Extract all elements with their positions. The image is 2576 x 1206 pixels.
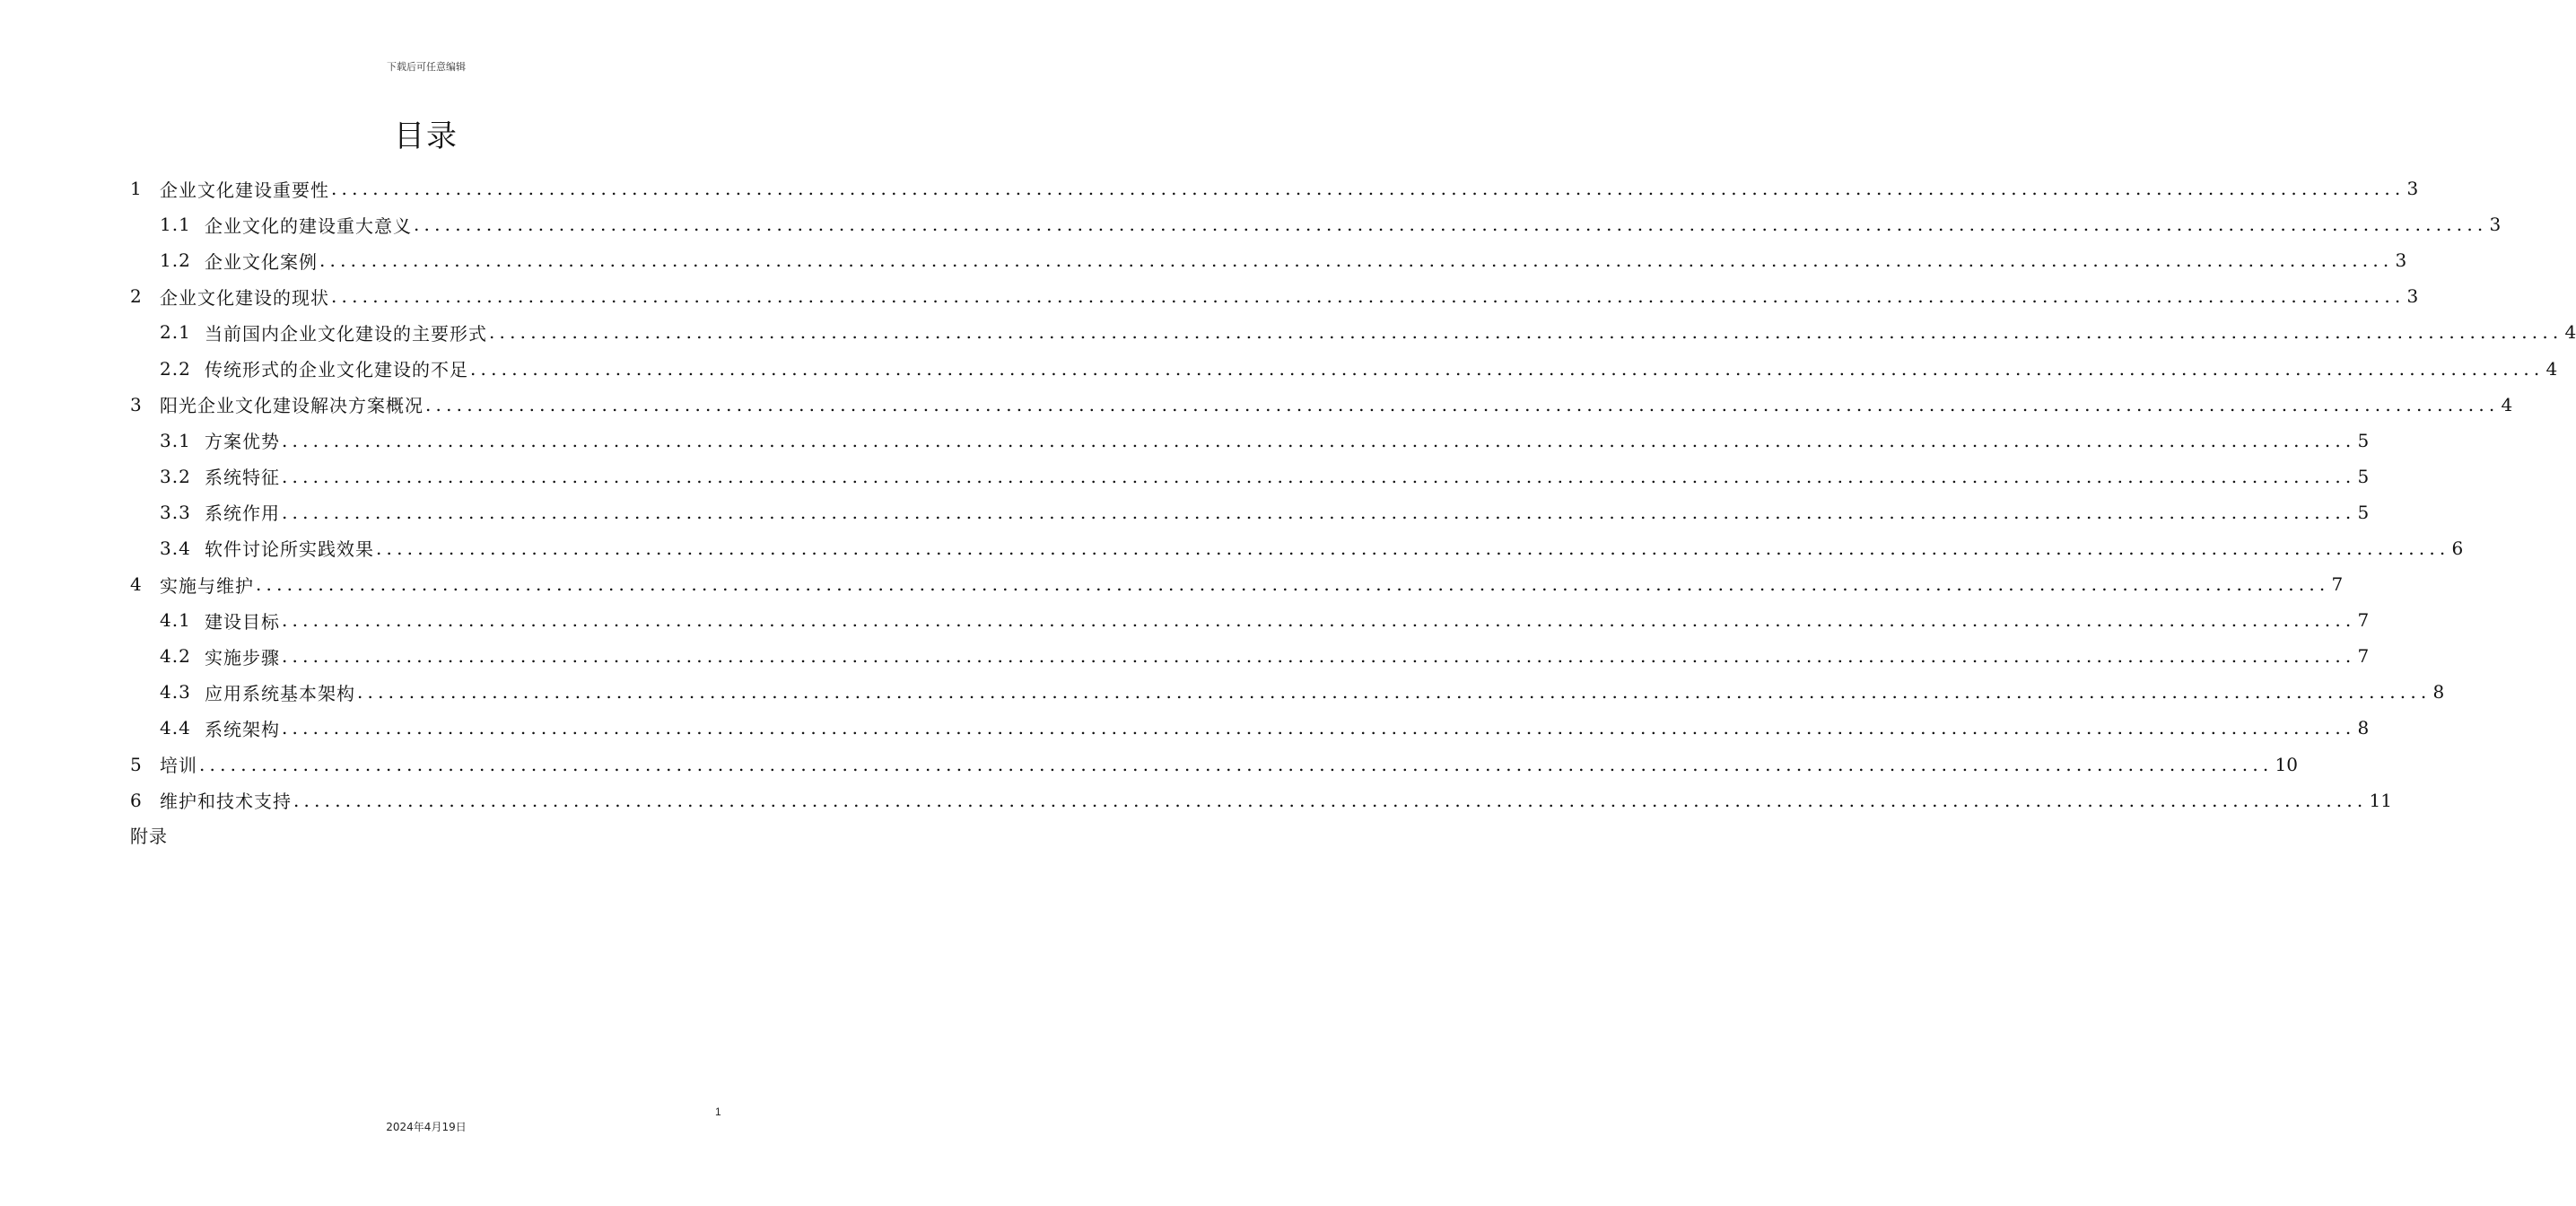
toc-entry[interactable]: [130, 747, 2298, 782]
toc-dot-leader: ........................................................................................................................................................................................................: [489, 321, 2563, 344]
toc-entry-page: 7: [2357, 645, 2370, 668]
toc-entry-label: 方案优势: [205, 431, 280, 453]
toc-entry-page: 4: [2501, 393, 2513, 415]
toc-dot-leader: ........................................................................................................................................................................................................: [376, 537, 2450, 559]
table-of-contents: [130, 170, 2576, 818]
toc-entry[interactable]: [130, 566, 2344, 602]
toc-entry-label: 企业文化案例: [205, 250, 318, 273]
page-title: 目录: [394, 118, 458, 154]
toc-entry-label: 系统作用: [205, 502, 280, 525]
toc-entry-page: 7: [2357, 609, 2370, 632]
toc-entry[interactable]: [130, 350, 2558, 386]
toc-entry-label: 系统架构: [205, 718, 280, 740]
toc-entry-label: 实施与维护: [160, 574, 254, 597]
toc-entry-page: 3: [2406, 178, 2419, 200]
toc-entry-number: 4.4: [160, 717, 191, 739]
toc-entry-number: 4.3: [160, 681, 191, 704]
toc-entry-page: 6: [2451, 537, 2464, 559]
toc-entry-number: 2.1: [160, 321, 191, 344]
toc-entry-number: 4.1: [160, 609, 191, 632]
page-number: 1: [715, 1106, 721, 1118]
toc-dot-leader: ........................................................................................................................................................................................................: [199, 753, 2274, 775]
toc-entry-label: 传统形式的企业文化建设的不足: [205, 359, 468, 381]
toc-entry[interactable]: [130, 170, 2419, 206]
toc-entry[interactable]: [130, 387, 2513, 423]
toc-dot-leader: ........................................................................................................................................................................................................: [282, 501, 2356, 523]
toc-entry-label: 当前国内企业文化建设的主要形式: [205, 322, 487, 345]
toc-entry[interactable]: [130, 242, 2407, 278]
toc-entry-label: 培训: [160, 755, 197, 777]
toc-entry-label: 应用系统基本架构: [205, 682, 355, 704]
toc-entry-number: 2: [130, 285, 143, 308]
toc-entry-number: 3.3: [160, 501, 191, 523]
toc-dot-leader: ........................................................................................................................................................................................................: [282, 717, 2356, 739]
toc-entry-label: 企业文化的建设重大意义: [205, 214, 412, 237]
toc-entry-label: 系统特征: [205, 467, 280, 489]
toc-entry-number: 3.4: [160, 537, 191, 559]
toc-entry-label: 维护和技术支持: [160, 791, 292, 813]
toc-dot-leader: ........................................................................................................................................................................................................: [282, 429, 2356, 451]
toc-entry-number: 4.2: [160, 645, 191, 668]
toc-entry-label: 软件讨论所实践效果: [205, 538, 374, 561]
toc-dot-leader: ........................................................................................................................................................................................................: [414, 214, 2488, 236]
toc-dot-leader: ........................................................................................................................................................................................................: [331, 178, 2406, 200]
toc-entry-label: 阳光企业文化建设解决方案概况: [160, 395, 424, 417]
toc-entry-page: 5: [2357, 465, 2370, 487]
toc-entry[interactable]: [130, 674, 2445, 710]
toc-entry-number: 1.2: [160, 249, 191, 272]
toc-entry-page: 8: [2432, 681, 2445, 704]
toc-entry[interactable]: [130, 638, 2370, 674]
toc-entry-page: 4: [2545, 357, 2558, 380]
toc-entry-page: 10: [2275, 753, 2298, 775]
toc-entry[interactable]: [130, 423, 2370, 459]
toc-entry-number: 1.1: [160, 214, 191, 236]
toc-entry-page: 11: [2369, 789, 2392, 811]
toc-entry-page: 8: [2357, 717, 2370, 739]
toc-entry-page: 3: [2489, 214, 2502, 236]
toc-entry-page: 3: [2406, 285, 2419, 308]
toc-entry[interactable]: [130, 602, 2370, 638]
toc-entry-number: 3.1: [160, 429, 191, 451]
toc-entry[interactable]: [130, 710, 2370, 746]
toc-entry-label: 企业文化建设的现状: [160, 286, 329, 309]
toc-entry-number: 3: [130, 393, 143, 415]
toc-dot-leader: ........................................................................................................................................................................................................: [256, 573, 2330, 596]
toc-entry[interactable]: [130, 782, 2392, 818]
toc-entry-page: 7: [2331, 573, 2344, 596]
toc-dot-leader: ........................................................................................................................................................................................................: [282, 609, 2356, 632]
toc-entry-number: 2.2: [160, 357, 191, 380]
toc-entry-number: 3.2: [160, 465, 191, 487]
toc-entry[interactable]: [130, 530, 2464, 566]
toc-entry-label: 实施步骤: [205, 646, 280, 669]
toc-entry[interactable]: [130, 494, 2370, 530]
toc-entry-page: 3: [2395, 249, 2407, 272]
footer-date: 2024年4月19日: [386, 1121, 467, 1133]
toc-dot-leader: ........................................................................................................................................................................................................: [470, 357, 2545, 380]
toc-dot-leader: ........................................................................................................................................................................................................: [425, 393, 2500, 415]
toc-entry-label: 建设目标: [205, 610, 280, 633]
toc-entry-page: 5: [2357, 429, 2370, 451]
toc-entry[interactable]: [130, 314, 2576, 350]
toc-dot-leader: ........................................................................................................................................................................................................: [282, 465, 2356, 487]
toc-entry-number: 4: [130, 573, 143, 596]
toc-entry-number: 6: [130, 789, 143, 811]
toc-dot-leader: ........................................................................................................................................................................................................: [282, 645, 2356, 668]
toc-dot-leader: ........................................................................................................................................................................................................: [357, 681, 2432, 704]
toc-entry[interactable]: [130, 206, 2502, 242]
header-note: 下载后可任意编辑: [387, 61, 466, 73]
toc-entry[interactable]: [130, 459, 2370, 494]
toc-dot-leader: ........................................................................................................................................................................................................: [331, 285, 2406, 308]
toc-entry-number: 5: [130, 753, 143, 775]
toc-entry-page: 5: [2357, 501, 2370, 523]
toc-dot-leader: ........................................................................................................................................................................................................: [293, 789, 2368, 811]
appendix-heading: 附录: [130, 826, 168, 847]
toc-dot-leader: ........................................................................................................................................................................................................: [319, 249, 2394, 272]
toc-entry[interactable]: [130, 278, 2419, 314]
toc-entry-label: 企业文化建设重要性: [160, 179, 329, 201]
toc-entry-number: 1: [130, 178, 143, 200]
toc-entry-page: 4: [2564, 321, 2576, 344]
